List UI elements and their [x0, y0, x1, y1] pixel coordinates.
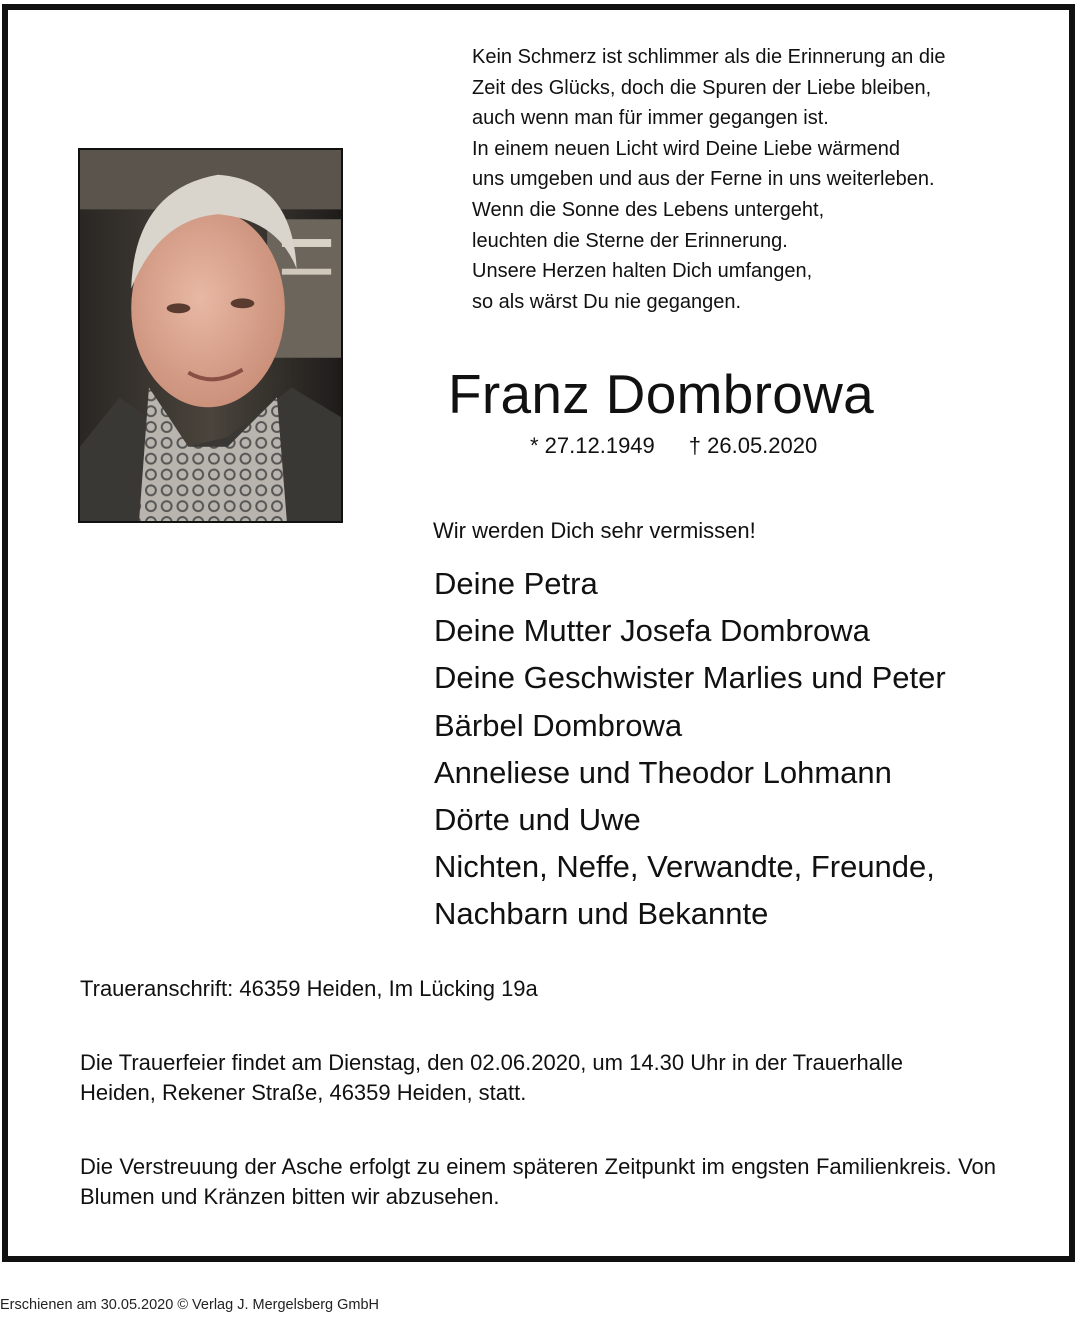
birth-date: * 27.12.1949	[530, 433, 655, 458]
poem-line: leuchten die Sterne der Erinnerung.	[472, 229, 788, 252]
mourner-entry: Nichten, Neffe, Verwandte, Freunde,	[434, 849, 935, 885]
mourner-entry: Deine Geschwister Marlies und Peter	[434, 660, 946, 696]
mourner-entry: Dörte und Uwe	[434, 802, 641, 838]
mourning-address: Traueranschrift: 46359 Heiden, Im Lücking 19a	[80, 976, 538, 1001]
death-date: † 26.05.2020	[688, 433, 818, 458]
publication-footer: Erschienen am 30.05.2020 © Verlag J. Mergelsberg GmbH	[0, 1297, 380, 1313]
poem-line: In einem neuen Licht wird Deine Liebe wärmend	[472, 137, 901, 160]
mourner-entry: Deine Mutter Josefa Dombrowa	[434, 613, 870, 649]
scattering-info: Die Verstreuung der Asche erfolgt zu einem späteren Zeitpunkt im engsten Familienkreis. Von Blumen und Kränzen bitten wir abzusehen.	[80, 1154, 996, 1209]
ceremony-line: Die Trauerfeier findet am Dienstag, den 02.06.2020, um 14.30 Uhr in der Trauerhalle	[80, 1050, 904, 1075]
mourner-entry: Deine Petra	[434, 566, 598, 601]
poem	[472, 42, 1032, 317]
poem-line: Unsere Herzen halten Dich umfangen,	[472, 260, 813, 283]
mourner-entry: Anneliese und Theodor Lohmann	[434, 754, 892, 790]
portrait-photo	[78, 148, 343, 523]
poem-line: Wenn die Sonne des Lebens untergeht,	[472, 198, 825, 221]
life-dates	[530, 433, 817, 459]
poem-line: Kein Schmerz ist schlimmer als die Erinnerung an die	[472, 46, 946, 68]
ceremony-info	[80, 1048, 996, 1108]
farewell-line: Wir werden Dich sehr vermissen!	[433, 518, 756, 543]
ceremony-line: Heiden, Rekener Straße, 46359 Heiden, statt.	[80, 1080, 527, 1105]
poem-line: so als wärst Du nie gegangen.	[472, 290, 742, 313]
mourners-list	[434, 560, 946, 938]
poem-line: uns umgeben und aus der Ferne in uns weiterleben.	[472, 168, 935, 191]
poem-line: Zeit des Glücks, doch die Spuren der Liebe bleiben,	[472, 76, 932, 99]
poem-line: auch wenn man für immer gegangen ist.	[472, 107, 829, 130]
mourner-entry: Nachbarn und Bekannte	[434, 896, 769, 932]
mourner-entry: Bärbel Dombrowa	[434, 707, 683, 743]
deceased-name: Franz Dombrowa	[448, 363, 874, 425]
